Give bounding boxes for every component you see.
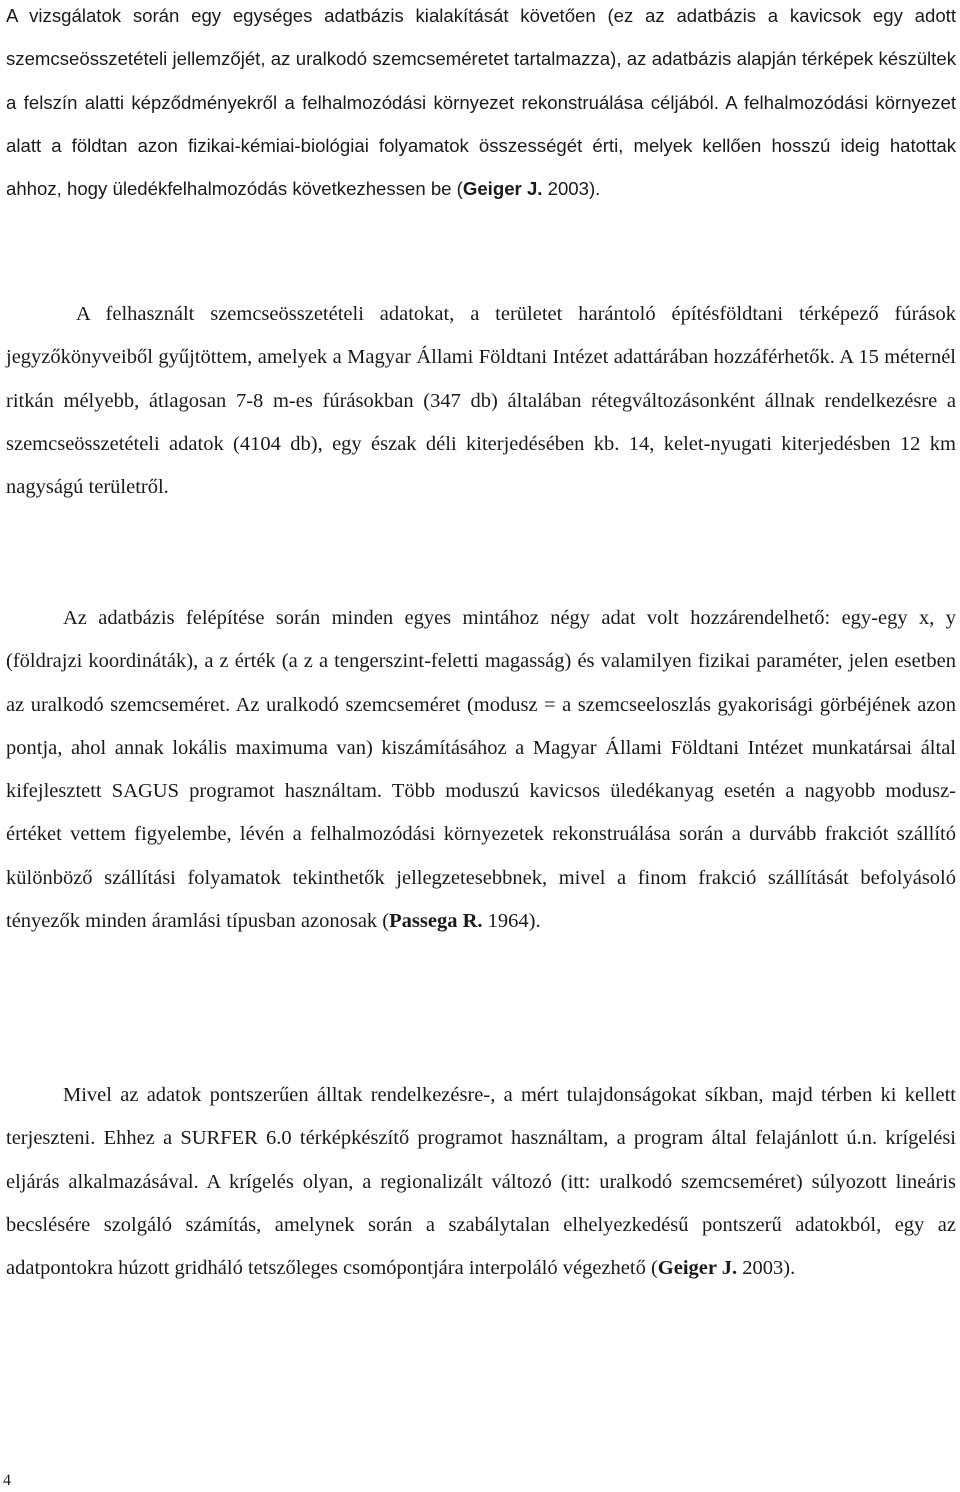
page-number: 4	[3, 1472, 11, 1489]
citation-author: Geiger J.	[462, 178, 543, 200]
paragraph-1	[6, 0, 956, 210]
paragraph-2	[6, 293, 956, 509]
citation-year: 2003).	[542, 178, 601, 200]
paragraph-2-text: A felhasznált szemcseösszetételi adatokat, a területet harántoló építésföldtani térképező fúrások jegyzőkönyveiből gyűjtöttem, amelyek a Magyar Állami Földtani Intézet adattárában hozzáférhetők. A 15 méternél ritkán mélyebb, átlagosan 7-8 m-es fúrásokban (347 db) általában rétegváltozásonként állnak rendelkezésre a szemcseösszetételi adatok (4104 db), egy észak déli kiterjedésében kb. 14, kelet-nyugati kiterjedésben 12 km nagyságú területről.	[6, 303, 956, 499]
paragraph-4	[6, 1074, 956, 1290]
paragraph-4-text: Mivel az adatok pontszerűen álltak rendelkezésre-, a mért tulajdonságokat síkban, majd térben ki kellett terjeszteni. Ehhez a SURFER 6.0 térképkészítő programot használtam, a program által felajánlott ú.n. krígelési eljárás alkalmazásával. A krígelés olyan, a regionalizált változó (itt: uralkodó szemcseméret) súlyozott lineáris becslésére szolgáló számítás, amelynek során a szabálytalan elhelyezkedésű pontszerű adatokból, egy az adatpontokra húzott gridháló tetszőleges csomópontjára interpoláló végezhető (	[6, 1084, 956, 1280]
citation-year: 1964).	[482, 910, 541, 933]
paragraph-3-text: Az adatbázis felépítése során minden egyes mintához négy adat volt hozzárendelhető: egy-egy x, y (földrajzi koordináták), a z érték (a z a tengerszint-feletti magasság) és valamilyen fizikai paraméter, jelen esetben az uralkodó szemcseméret. Az uralkodó szemcseméret (modusz = a szemcseeloszlás gyakorisági görbéjének azon pontja, ahol annak lokális maximuma van) kiszámításához a Magyar Állami Földtani Intézet munkatársai által kifejlesztett SAGUS programot használtam. Több moduszú kavicsos üledékanyag esetén a nagyobb modusz-értéket vettem figyelembe, lévén a felhalmozódási környezetek rekonstruálása során a durvább frakciót szállító különböző szállítási folyamatok tekinthetők jellegzetesebbnek, mivel a finom frakció szállítását befolyásoló tényezők minden áramlási típusban azonosak (	[6, 607, 956, 933]
paragraph-1-text: A vizsgálatok során egy egységes adatbázis kialakítását követően (ez az adatbázis a kavicsok egy adott szemcseösszetételi jellemzőjét, az uralkodó szemcseméretet tartalmazza), az adatbázis alapján térképek készültek a felszín alatti képződményekről a felhalmozódási környezet rekonstruálása céljából. A felhalmozódási környezet alatt a földtan azon fizikai-kémiai-biológiai folyamatok összességét érti, melyek kellően hosszú ideig hatottak ahhoz, hogy üledékfelhalmozódás következhessen be (	[6, 5, 956, 200]
citation-author: Passega R.	[389, 910, 483, 933]
paragraph-3	[6, 597, 956, 943]
citation-year: 2003).	[737, 1257, 796, 1280]
citation-author: Geiger J.	[657, 1257, 738, 1280]
